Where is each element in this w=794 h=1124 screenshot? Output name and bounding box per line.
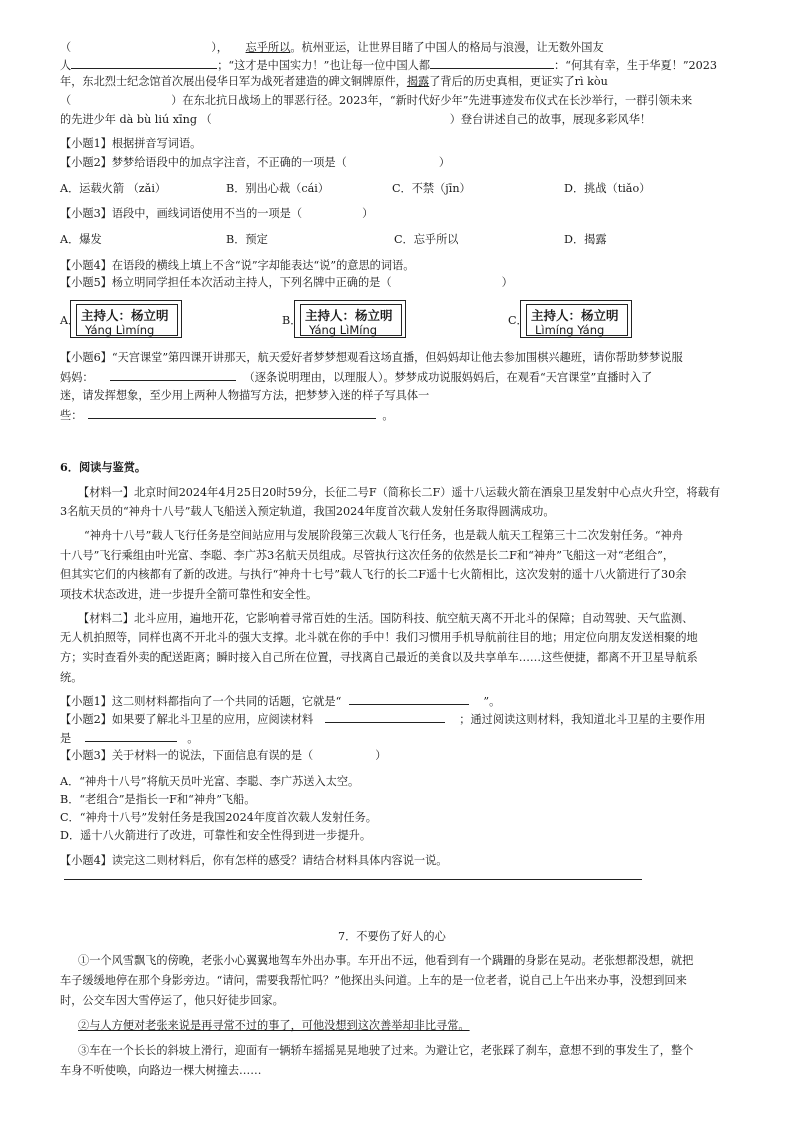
q3-option-a[interactable]: A．爆发 (60, 233, 102, 246)
s6-q3-option-c[interactable]: C．“神舟十八号”发射任务是我国2024年度首次载人发射任务。 (60, 811, 377, 824)
q6-line-4: 些： 。 (60, 409, 394, 422)
section-7-title: 7．不要伤了好人的心 (338, 930, 446, 943)
section-6-title: 6．阅读与鉴赏。 (60, 460, 147, 474)
q5-option-a-label: A． (60, 314, 80, 327)
material-1-line-2: 3名航天员的“神舟十八号”载人飞船送入预定轨道，我国2024年度首次载人发射任务取得圆满成功。 (60, 505, 555, 518)
q3-prompt: 【小题3】语段中，画线词语使用不当的一项是（ ） (60, 207, 374, 220)
story-p3-line-1: ③车在一个长长的斜坡上滑行，迎面有一辆轿车摇摇晃晃地驶了过来。为避让它，老张踩了刹车，意想不到的事发生了，整个 (78, 1044, 694, 1057)
answer-line[interactable] (64, 879, 642, 880)
s6-q3-option-a[interactable]: A．“神舟十八号”将航天员叶光富、李聪、李广苏送入太空。 (60, 775, 360, 788)
material-1-line-5: 但其实它们的内核都有了新的改进。与执行“神舟十七号”载人飞行的长二F遥十七火箭相比，这次发射的遥十八火箭进行了30余 (60, 568, 687, 581)
q2-option-c[interactable]: C．不禁（jīn） (392, 182, 471, 195)
s6-q2-prompt: 【小题2】如果要了解北斗卫星的应用，应阅读材料 ；通过阅读这则材料，我知道北斗卫星的主要作用 (60, 713, 706, 726)
name-badge-c[interactable]: 主持人：杨立明 Lìmíng Yáng (520, 300, 632, 338)
passage-line-4: （ ）在东北抗日战场上的罪恶行径。2023年，“新时代好少年”先进事迹发布仪式在长沙举行，一群引领未来 (60, 94, 693, 107)
s6-q4-prompt: 【小题4】读完这二则材料后，你有怎样的感受？请结合材料具体内容说一说。 (60, 854, 448, 867)
fill-blank[interactable] (110, 369, 236, 381)
fill-blank[interactable] (325, 711, 445, 723)
passage-line-5: 的先进少年 dà bù liú xīng （ ）登台讲述自己的故事，展现多彩风华！ (60, 113, 652, 126)
q2-option-b[interactable]: B．别出心裁（cái） (226, 182, 330, 195)
fill-blank[interactable] (71, 57, 217, 69)
material-1-line-3: “神舟十八号”载人飞行任务是空间站应用与发展阶段第三次载人飞行任务，也是载人航天工程第三十二次发射任务。“神舟 (84, 529, 683, 542)
q3-option-b[interactable]: B．预定 (226, 233, 268, 246)
q2-option-a[interactable]: A．运载火箭 （zǎi） (60, 182, 167, 195)
s6-q1-prompt: 【小题1】这二则材料都指向了一个共同的话题，它就是“ ”。 (60, 695, 501, 708)
fill-blank[interactable] (88, 407, 376, 419)
underlined-word: 揭露 (406, 75, 430, 88)
story-p3-line-2: 车身不听使唤，向路边一棵大树撞去…… (60, 1064, 262, 1077)
underlined-word: 忘乎所以 (245, 41, 291, 54)
material-2-line-2: 无人机拍照等，同样也离不开北斗的强大支撑。北斗就在你的手中！我们习惯用手机导航前往目的地；用定位向朋友发送相聚的地 (60, 631, 698, 644)
q1-prompt: 【小题1】根据拼音写词语。 (60, 137, 202, 150)
fill-blank[interactable] (349, 693, 469, 705)
fill-blank[interactable] (85, 730, 177, 742)
q5-option-b-label: B． (282, 314, 302, 327)
story-p1-line-3: 时，公交车因大雪停运了，他只好徒步回家。 (60, 994, 284, 1007)
s6-q3-prompt: 【小题3】关于材料一的说法，下面信息有误的是（ ） (60, 749, 387, 762)
material-2-line-3: 方；实时查看外卖的配送距离；瞬时接入自己所在位置，寻找离自己最近的美食以及共享单车……这些便捷，都离不开卫星导航系 (60, 651, 698, 664)
q6-line-1: 【小题6】“天宫课堂”第四课开讲那天，航天爱好者梦梦想观看这场直播，但妈妈却让他去参加围棋兴趣班，请你帮助梦梦说服 (60, 351, 683, 364)
passage-line-3: 年，东北烈士纪念馆首次展出侵华日军为战死者建造的碑文铜牌原件，揭露了背后的历史真相，更证实了rì kòu (60, 75, 608, 88)
material-2-line-4: 统。 (60, 671, 83, 684)
material-2-line-1: 【材料二】北斗应用，遍地开花，它影响着寻常百姓的生活。国防科技、航空航天离不开北斗的保障；自动驾驶、天气监测、 (78, 612, 694, 625)
q3-option-d[interactable]: D．揭露 (564, 233, 607, 246)
s6-q2-prompt-cont: 是 。 (60, 732, 199, 745)
story-p1-line-1: ①一个风雪飘飞的傍晚，老张小心翼翼地驾车外出办事。车开出不远，他看到有一个蹒跚的身影在晃动。老张想都没想，就把 (78, 954, 694, 967)
q3-option-c[interactable]: C．忘乎所以 (394, 233, 459, 246)
q6-line-2: 妈妈： （逐条说明理由，以理服人）。梦梦成功说服妈妈后，在观看“天宫课堂”直播时入了 (60, 371, 653, 384)
story-p1-line-2: 车子缓缓地停在那个身影旁边。“请问，需要我帮忙吗？”他探出头问道。上车的是一位老者，说自己上午出来办事，没想到回来 (60, 974, 687, 987)
name-badge-a[interactable]: 主持人：杨立明 Yáng Lìmíng (70, 300, 182, 338)
s6-q3-option-b[interactable]: B．“老组合”是指长一F和“神舟”飞船。 (60, 793, 256, 806)
q4-prompt: 【小题4】在语段的横线上填上不含“说”字却能表达“说”的意思的词语。 (60, 259, 415, 272)
q5-option-c-label: C． (508, 314, 528, 327)
q6-line-3: 迷，请发挥想象，至少用上两种人物描写方法，把梦梦入迷的样子写具体一 (60, 389, 430, 402)
passage-line-1: （ ）， 忘乎所以。杭州亚运，让世界目睹了中国人的格局与浪漫，让无数外国友 (60, 41, 604, 54)
story-p2-underlined: ②与人方便对老张来说是再寻常不过的事了，可他没想到这次善举却非比寻常。 (78, 1019, 470, 1032)
material-1-line-6: 项技术状态改进，进一步提升全箭可靠性和安全性。 (60, 588, 318, 601)
material-1-line-4: 十八号”飞行乘组由叶光富、李聪、李广苏3名航天员组成。尽管执行这次任务的依然是长二F和“神舟”飞船这一对“老组合”， (60, 549, 675, 562)
s6-q3-option-d[interactable]: D．遥十八火箭进行了改进，可靠性和安全性得到进一步提升。 (60, 829, 372, 842)
q2-prompt: 【小题2】梦梦给语段中的加点字注音，不正确的一项是（ ） (60, 156, 451, 169)
q2-option-d[interactable]: D．挑战（tiǎo） (564, 182, 651, 195)
q5-prompt: 【小题5】杨立明同学担任本次活动主持人，下列名牌中正确的是（ ） (60, 276, 513, 289)
fill-blank[interactable] (430, 57, 554, 69)
name-badge-b[interactable]: 主持人：杨立明 Yáng LìMíng (294, 300, 406, 338)
material-1-line-1: 【材料一】北京时间2024年4月25日20时59分，长征二号F（简称长二F）遥十八运载火箭在酒泉卫星发射中心点火升空，将载有 (78, 486, 721, 499)
passage-line-2: 人 ；“这才是中国实力！”也让每一位中国人都 ：“何其有幸，生于华夏！”2023 (60, 59, 718, 72)
